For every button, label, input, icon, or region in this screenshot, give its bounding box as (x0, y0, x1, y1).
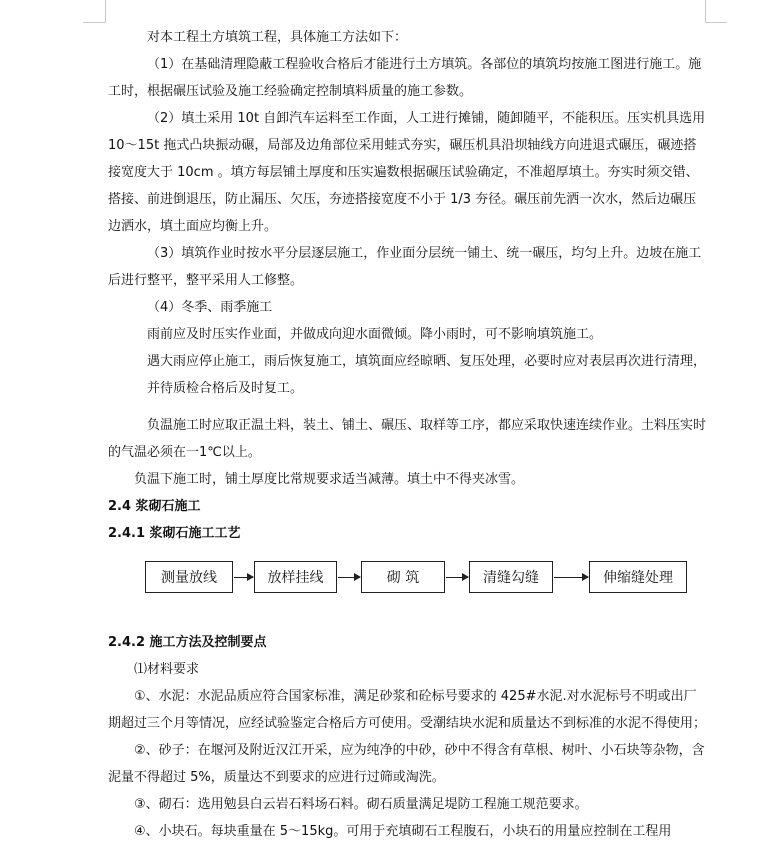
flow-arrow (338, 577, 360, 578)
process-flow (108, 561, 708, 621)
paragraph: （2）填土采用 10t 自卸汽车运料至工作面，人工进行摊铺，随卸随平，不能积压。压实机具选用 10～15t 拖式凸块振动碾，局部及边角部位采用蛙式夯实，碾压机具沿坝轴线方向进退式碾压，碾迹搭接宽度大于 10cm 。填方每层铺土厚度和压实遍数根据碾压试验确定，不准超厚填土。夯实时须交错、搭接、前进倒退压，防止漏压、欠压，夯迹搭接宽度不小于 1/3 夯径。碾压前先洒一次水，然后边碾压边洒水，填土面应均衡上升。 (108, 111, 706, 234)
flow-step: 砌 筑 (361, 561, 445, 593)
crop-mark (705, 22, 727, 23)
flow-arrow (234, 577, 253, 578)
crop-mark (83, 22, 105, 23)
subsection-heading: 2.4.2 施工方法及控制要点 (108, 635, 267, 650)
paragraph: ③、砌石：选用勉县白云岩石料场石料。砌石质量满足堤防工程施工规范要求。 (134, 797, 588, 812)
flow-step: 清缝勾缝 (469, 561, 553, 593)
paragraph: 负温下施工时，铺土厚度比常规要求适当减薄。填土中不得夹冰雪。 (134, 472, 525, 487)
paragraph: （3）填筑作业时按水平分层逐层施工，作业面分层统一铺土、统一碾压，均匀上升。边坡在施工后进行整平，整平采用人工修整。 (108, 246, 702, 288)
paragraph: ④、小块石。每块重量在 5～15kg。可用于充填砌石工程腹石，小块石的用量应控制在工程用 (134, 824, 672, 839)
paragraph: ⑴材料要求 (134, 662, 200, 677)
paragraph: 雨前应及时压实作业面，并做成向迎水面微倾。降小雨时，可不影响填筑施工。 (147, 327, 603, 342)
paragraph: （1）在基础清理隐蔽工程验收合格后才能进行土方填筑。各部位的填筑均按施工图进行施工。施工时，根据碾压试验及施工经验确定控制填料质量的施工参数。 (108, 57, 702, 99)
flow-arrow (446, 577, 468, 578)
flow-step: 放样挂线 (254, 561, 337, 593)
flow-step: 测量放线 (145, 561, 233, 593)
paragraph: 负温施工时应取正温土料，装土、铺土、碾压、取样等工序，都应采取快速连续作业。土料压实时的气温必须在一1℃以上。 (108, 418, 707, 460)
paragraph: ②、砂子：在堰河及附近汉江开采，应为纯净的中砂，砂中不得含有草根、树叶、小石块等杂物，含泥量不得超过 5%，质量达不到要求的应进行过筛或淘洗。 (108, 743, 705, 785)
paragraph: 对本工程土方填筑工程，具体施工方法如下： (147, 30, 408, 45)
flow-arrow (554, 577, 588, 578)
flow-step: 伸缩缝处理 (589, 561, 687, 593)
paragraph: （4）冬季、雨季施工 (147, 300, 273, 315)
crop-mark (705, 0, 706, 22)
paragraph: ①、水泥：水泥品质应符合国家标准，满足砂浆和砼标号要求的 425#水泥.对水泥标号不明或出厂期超过三个月等情况，应经试验鉴定合格后方可使用。受潮结块水泥和质量达不到标准的水泥不得使用； (108, 689, 707, 731)
subsection-heading: 2.4.1 浆砌石施工工艺 (108, 526, 241, 541)
section-heading: 2.4 浆砌石施工 (108, 499, 201, 514)
document-page (108, 24, 708, 845)
paragraph: 遇大雨应停止施工，雨后恢复施工，填筑面应经晾晒、复压处理，必要时应对表层再次进行清理，并待质检合格后及时复工。 (147, 354, 707, 396)
crop-mark (105, 0, 106, 22)
